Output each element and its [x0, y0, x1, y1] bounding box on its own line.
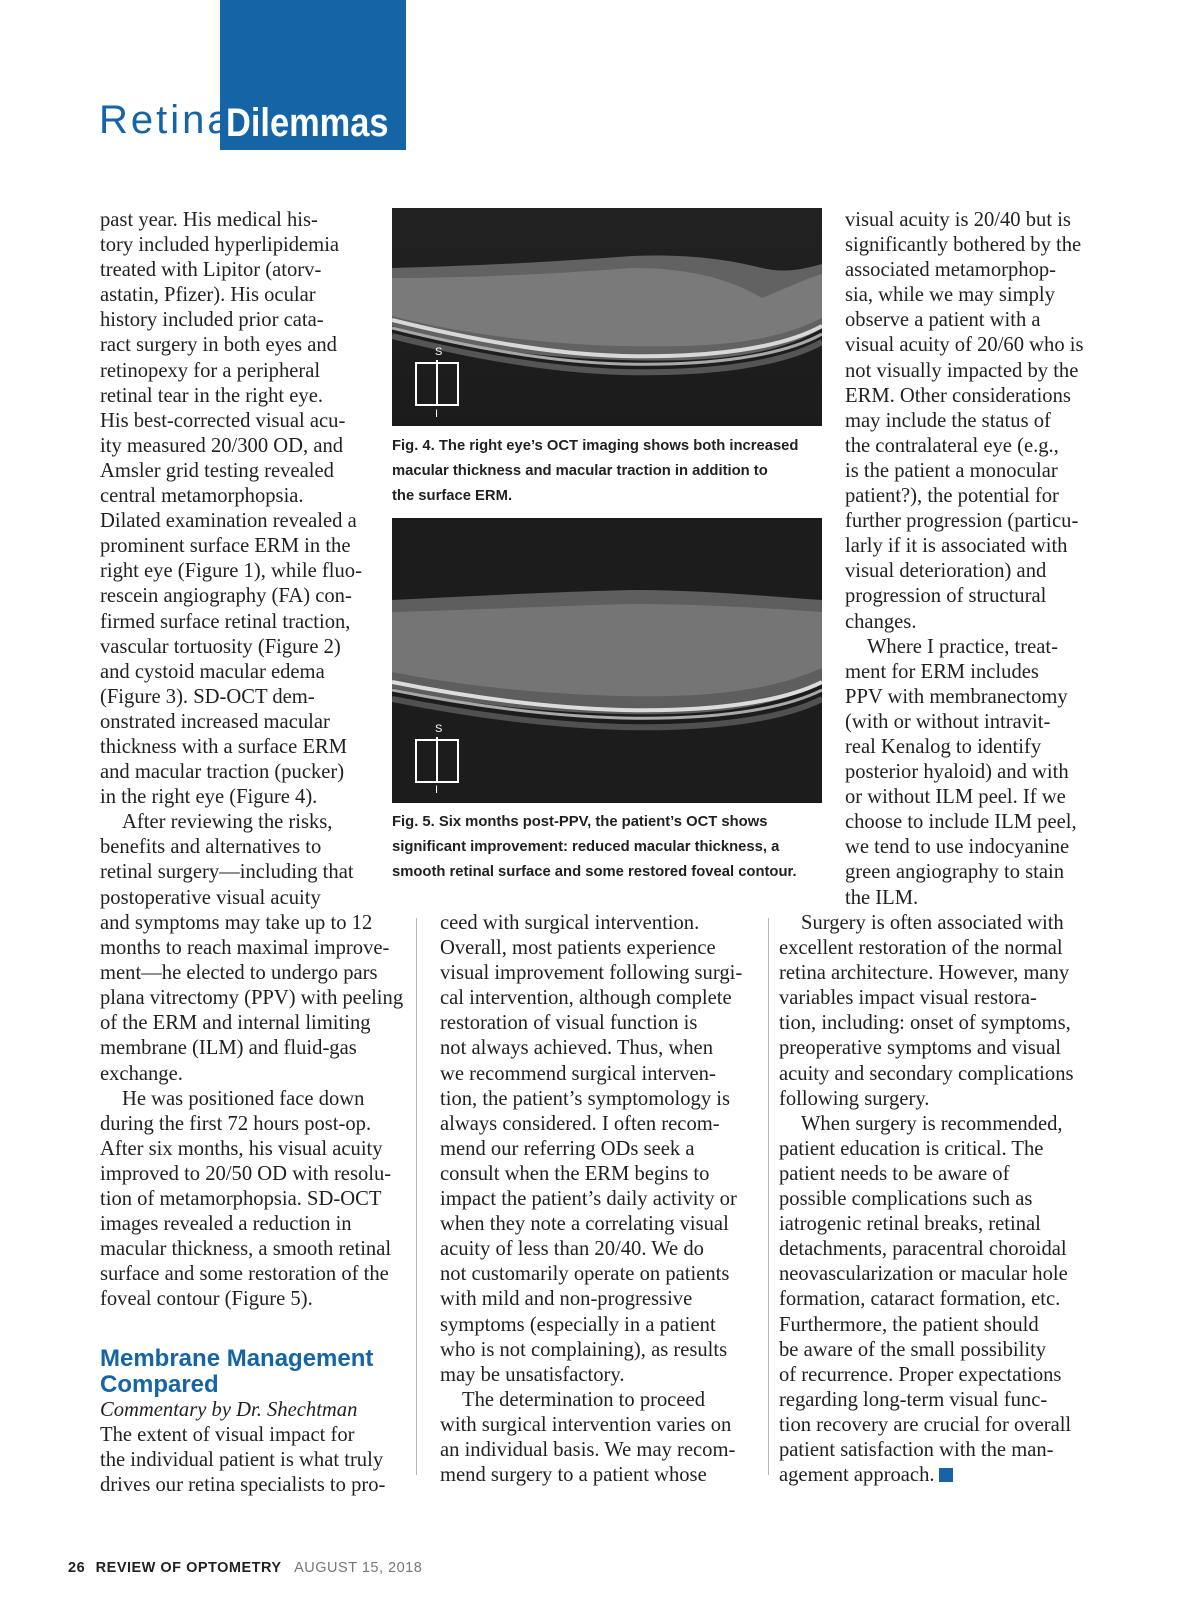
body-line: patient education is critical. The — [779, 1137, 1044, 1160]
body-line: When surgery is recommended, — [801, 1112, 1063, 1135]
body-line: Furthermore, the patient should — [779, 1313, 1039, 1336]
body-line: images revealed a reduction in — [100, 1213, 352, 1236]
body-line: with surgical intervention varies on — [440, 1413, 732, 1436]
body-line: regarding long-term visual func- — [779, 1388, 1048, 1411]
body-line: mend surgery to a patient whose — [440, 1464, 707, 1487]
section-heading-line: Membrane Management — [100, 1345, 374, 1372]
body-line: iatrogenic retinal breaks, retinal — [779, 1213, 1041, 1236]
body-line: membrane (ILM) and fluid-gas — [100, 1037, 357, 1060]
body-line: acuity and secondary complications — [779, 1062, 1074, 1085]
body-line: tory included hyperlipidemia — [100, 234, 340, 257]
body-line: impact the patient’s daily activity or — [440, 1188, 737, 1211]
body-line: vascular tortuosity (Figure 2) — [100, 635, 341, 658]
body-line: postoperative visual acuity — [100, 886, 321, 909]
body-line: in the right eye (Figure 4). — [100, 786, 318, 809]
body-line: real Kenalog to identify — [845, 735, 1042, 758]
body-line: surface and some restoration of the — [100, 1263, 389, 1286]
body-line: macular thickness, a smooth retinal — [100, 1238, 392, 1261]
superior-label: S — [435, 346, 443, 358]
column-3-upper-text — [845, 208, 1084, 911]
page-footer — [68, 1560, 422, 1576]
body-line: may be unsatisfactory. — [440, 1363, 625, 1386]
body-line: Overall, most patients experience — [440, 937, 716, 960]
body-line: when they note a correlating visual — [440, 1213, 729, 1236]
body-line: may include the status of — [845, 409, 1051, 432]
body-line: not always achieved. Thus, when — [440, 1037, 713, 1060]
body-line: retinopexy for a peripheral — [100, 359, 321, 382]
body-line: ment—he elected to undergo pars — [100, 962, 378, 985]
body-line: associated metamorphop- — [845, 259, 1057, 282]
body-line: mend our referring ODs seek a — [440, 1137, 695, 1160]
body-line: of the ERM and internal limiting — [100, 1012, 371, 1035]
body-line: retinal tear in the right eye. — [100, 384, 324, 407]
body-line: retinal surgery—including that — [100, 861, 354, 884]
body-line: significantly bothered by the — [845, 234, 1082, 257]
body-line: during the first 72 hours post-op. — [100, 1112, 372, 1135]
orientation-box — [415, 362, 459, 406]
body-line: following surgery. — [779, 1087, 930, 1110]
body-line: thickness with a surface ERM — [100, 735, 348, 758]
body-line: larly if it is associated with — [845, 535, 1068, 558]
body-line: changes. — [845, 610, 917, 633]
body-line: acuity of less than 20/40. We do — [440, 1238, 704, 1261]
caption-line: the surface ERM. — [392, 488, 513, 504]
body-line: further progression (particu- — [845, 510, 1079, 533]
column-1-commentary-text — [100, 1398, 385, 1498]
body-line: tion recovery are crucial for overall — [779, 1413, 1072, 1436]
body-line: cal intervention, although complete — [440, 987, 732, 1010]
body-line: visual acuity is 20/40 but is — [845, 209, 1071, 231]
body-line: ment for ERM includes — [845, 660, 1039, 683]
body-line: After six months, his visual acuity — [100, 1137, 383, 1160]
caption-line: macular thickness and macular traction in addition to — [392, 463, 768, 479]
body-line: (with or without intravit- — [845, 710, 1051, 733]
orientation-arrow — [436, 360, 438, 404]
body-line: green angiography to stain — [845, 861, 1065, 884]
body-line: preoperative symptoms and visual — [779, 1037, 1061, 1060]
body-line: we tend to use indocyanine — [845, 836, 1070, 859]
body-line: His best-corrected visual acu- — [100, 409, 346, 432]
body-line: and symptoms may take up to 12 — [100, 912, 373, 934]
column-3-lower-text — [779, 911, 1074, 1488]
issue-date: AUGUST 15, 2018 — [294, 1560, 423, 1576]
department-title-light: Retina — [99, 98, 233, 142]
body-line: tion, including: onset of symptoms, — [779, 1012, 1071, 1035]
body-line: of recurrence. Proper expectations — [779, 1363, 1062, 1386]
body-line: right eye (Figure 1), while fluo- — [100, 560, 362, 583]
body-line: always considered. I often recom- — [440, 1112, 720, 1135]
body-line: rescein angiography (FA) con- — [100, 585, 352, 608]
column-1-upper-text — [100, 208, 362, 911]
figure-4-caption — [392, 434, 798, 509]
body-line: astatin, Pfizer). His ocular — [100, 284, 316, 307]
body-line: benefits and alternatives to — [100, 836, 322, 859]
column-1-lower-text — [100, 911, 403, 1313]
superior-label: S — [435, 723, 443, 735]
orientation-arrow — [436, 737, 438, 781]
inferior-label: I — [435, 408, 439, 420]
body-line: with mild and non-progressive — [440, 1288, 693, 1311]
body-line: consult when the ERM begins to — [440, 1162, 710, 1185]
body-line: excellent restoration of the normal — [779, 937, 1063, 960]
body-line: formation, cataract formation, etc. — [779, 1288, 1061, 1311]
body-line: we recommend surgical interven- — [440, 1062, 716, 1085]
body-line: not visually impacted by the — [845, 359, 1079, 382]
body-line: onstrated increased macular — [100, 710, 330, 733]
body-line: PPV with membranectomy — [845, 685, 1068, 708]
body-line: who is not complaining), as results — [440, 1338, 728, 1361]
figure-4-oct-image — [392, 208, 822, 426]
body-line: an individual basis. We may recom- — [440, 1438, 736, 1461]
body-line: neovascularization or macular hole — [779, 1263, 1068, 1286]
section-heading-line: Compared — [100, 1371, 219, 1398]
body-line: He was positioned face down — [122, 1087, 365, 1110]
body-line: Amsler grid testing revealed — [100, 459, 334, 482]
orientation-box — [415, 739, 459, 783]
body-line-text: agement approach. — [779, 1464, 935, 1487]
body-line: visual improvement following surgi- — [440, 962, 743, 985]
body-line: the ILM. — [845, 886, 919, 909]
body-line: and macular traction (pucker) — [100, 761, 345, 784]
body-line: Dilated examination revealed a — [100, 510, 357, 533]
body-line: sia, while we may simply — [845, 284, 1055, 307]
body-line: the contralateral eye (e.g., — [845, 434, 1059, 457]
column-2-text — [440, 911, 742, 1488]
body-line: central metamorphopsia. — [100, 485, 304, 508]
body-line: patient satisfaction with the man- — [779, 1438, 1054, 1461]
body-line: ERM. Other considerations — [845, 384, 1071, 407]
body-line: tion, the patient’s symptomology is — [440, 1087, 731, 1110]
caption-line: smooth retinal surface and some restored foveal contour. — [392, 864, 797, 880]
body-line: is the patient a monocular — [845, 459, 1058, 482]
figure-5-caption — [392, 810, 797, 885]
caption-line: significant improvement: reduced macular thickness, a — [392, 839, 780, 855]
body-line: observe a patient with a — [845, 309, 1041, 332]
body-line — [779, 1463, 1074, 1488]
department-title-bold: Dilemmas — [226, 101, 389, 145]
body-line: Where I practice, treat- — [867, 635, 1058, 658]
body-line: visual acuity of 20/60 who is — [845, 334, 1084, 357]
body-line: possible complications such as — [779, 1188, 1033, 1211]
caption-line: Fig. 5. Six months post-PPV, the patient’s OCT shows — [392, 814, 768, 830]
body-line: improved to 20/50 OD with resolu- — [100, 1162, 392, 1185]
body-line: progression of structural — [845, 585, 1047, 608]
body-line: Surgery is often associated with — [801, 912, 1064, 934]
magazine-name: REVIEW OF OPTOMETRY — [95, 1560, 282, 1576]
inferior-label: I — [435, 784, 439, 796]
body-line: prominent surface ERM in the — [100, 535, 351, 558]
body-line: the individual patient is what truly — [100, 1449, 384, 1472]
column-divider — [416, 918, 417, 1475]
body-line: restoration of visual function is — [440, 1012, 698, 1035]
byline: Commentary by Dr. Shechtman — [100, 1399, 358, 1421]
body-line: past year. His medical his- — [100, 209, 318, 231]
figure-5-oct-image — [392, 518, 822, 803]
section-heading — [100, 1346, 373, 1398]
body-line: (Figure 3). SD-OCT dem- — [100, 685, 315, 708]
page-number: 26 — [68, 1560, 86, 1576]
body-line: symptoms (especially in a patient — [440, 1313, 716, 1336]
body-line: not customarily operate on patients — [440, 1263, 730, 1286]
body-line: and cystoid macular edema — [100, 660, 325, 683]
body-line: plana vitrectomy (PPV) with peeling — [100, 987, 404, 1010]
body-line: history included prior cata- — [100, 309, 324, 332]
body-line: firmed surface retinal traction, — [100, 610, 351, 633]
body-line: or without ILM peel. If we — [845, 786, 1066, 809]
body-line: exchange. — [100, 1062, 183, 1085]
body-line: choose to include ILM peel, — [845, 811, 1077, 834]
body-line: retina architecture. However, many — [779, 962, 1070, 985]
body-line: patient?), the potential for — [845, 485, 1059, 508]
end-of-article-mark — [939, 1468, 953, 1482]
body-line: The determination to proceed — [462, 1388, 706, 1411]
body-line: visual deterioration) and — [845, 560, 1047, 583]
body-line: The extent of visual impact for — [100, 1424, 355, 1447]
body-line: drives our retina specialists to pro- — [100, 1474, 386, 1497]
body-line: be aware of the small possibility — [779, 1338, 1047, 1361]
caption-line: Fig. 4. The right eye’s OCT imaging shows both increased — [392, 438, 799, 454]
body-line: detachments, paracentral choroidal — [779, 1238, 1067, 1261]
column-divider — [768, 918, 769, 1475]
body-line: treated with Lipitor (atorv- — [100, 259, 322, 282]
body-line: ract surgery in both eyes and — [100, 334, 337, 357]
body-line: foveal contour (Figure 5). — [100, 1288, 313, 1311]
body-line: patient needs to be aware of — [779, 1162, 1010, 1185]
body-line: posterior hyaloid) and with — [845, 761, 1069, 784]
body-line: months to reach maximal improve- — [100, 937, 390, 960]
body-line: After reviewing the risks, — [122, 811, 333, 834]
body-line: ceed with surgical intervention. — [440, 912, 700, 934]
body-line: variables impact visual restora- — [779, 987, 1037, 1010]
body-line: ity measured 20/300 OD, and — [100, 434, 344, 457]
body-line: tion of metamorphopsia. SD-OCT — [100, 1188, 382, 1211]
